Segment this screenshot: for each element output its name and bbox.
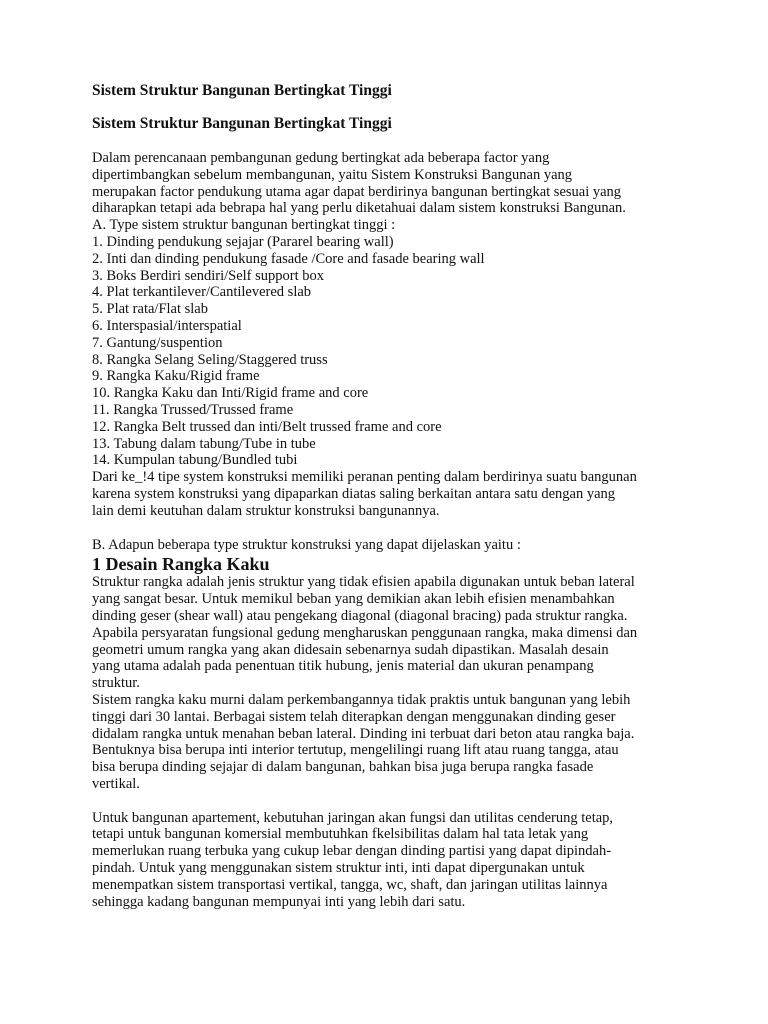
list-item: 5. Plat rata/Flat slab (92, 301, 208, 318)
paragraph-line: tetapi untuk bangunan komersial membutuhkan fkelsibilitas dalam hal tata letak yang (92, 826, 589, 843)
list-item: 6. Interspasial/interspatial (92, 317, 242, 334)
paragraph-line: Untuk bangunan apartement, kebutuhan jaringan akan fungsi dan utilitas cenderung tetap, (92, 809, 614, 826)
paragraph-line: struktur. (92, 675, 140, 692)
paragraph-line: Struktur rangka adalah jenis struktur yang tidak efisien apabila digunakan untuk beban lateral (92, 574, 635, 591)
list-item: 11. Rangka Trussed/Trussed frame (92, 401, 294, 418)
list-item: 12. Rangka Belt trussed dan inti/Belt trussed frame and core (92, 418, 442, 435)
list-item: 3. Boks Berdiri sendiri/Self support box (92, 267, 324, 284)
paragraph-line: geometri umum rangka yang akan didesain sebenarnya sudah dipastikan. Masalah desain (92, 641, 609, 658)
document-title: Sistem Struktur Bangunan Bertingkat Tinggi (92, 82, 392, 99)
paragraph-line: pindah. Untuk yang menggunakan sistem struktur inti, inti dapat dipergunakan untuk (92, 860, 585, 877)
paragraph-line: sehingga kadang bangunan mempunyai inti yang lebih dari satu. (92, 893, 466, 910)
intro-line: Dalam perencanaan pembangunan gedung bertingkat ada beberapa factor yang (92, 150, 550, 166)
apartemen-paragraph (92, 810, 692, 911)
intro-paragraph (92, 150, 692, 234)
list-item: 7. Gantung/suspention (92, 334, 223, 351)
document-page (92, 82, 692, 910)
paragraph-line: Apabila persyaratan fungsional gedung mengharuskan penggunaan rangka, maka dimensi dan (92, 624, 638, 641)
list-item: 14. Kumpulan tabung/Bundled tubi (92, 452, 298, 469)
summary-paragraph (92, 469, 692, 519)
document-subtitle: Sistem Struktur Bangunan Bertingkat Tinggi (92, 115, 392, 132)
paragraph-line: bisa berupa dinding sejajar di dalam bangunan, bahkan bisa juga berupa rangka fasade (92, 759, 594, 776)
summary-line: karena system konstruksi yang dipaparkan diatas saling berkaitan antara satu dengan yang (92, 485, 616, 502)
list-item: 13. Tabung dalam tabung/Tube in tube (92, 435, 316, 452)
list-item: 10. Rangka Kaku dan Inti/Rigid frame and core (92, 385, 369, 402)
rangka-kaku-heading: 1 Desain Rangka Kaku (92, 554, 270, 575)
rangka-paragraph (92, 574, 692, 792)
paragraph-line: didalam rangka untuk menahan beban lateral. Dinding ini terbuat dari beton atau rangka baja. (92, 725, 635, 742)
intro-line: dipertimbangkan sebelum membangunan, yaitu Sistem Konstruksi Bangunan yang (92, 166, 573, 183)
list-item: 2. Inti dan dinding pendukung fasade /Core and fasade bearing wall (92, 250, 485, 267)
paragraph-line: dinding geser (shear wall) atau pengekang diagonal (diagonal bracing) pada struktur rangka. (92, 607, 628, 624)
paragraph-line: yang sangat besar. Untuk memikul beban yang demikian akan lebih efisien menambahkan (92, 591, 615, 608)
paragraph-line: Sistem rangka kaku murni dalam perkembangannya tidak praktis untuk bangunan yang lebih (92, 691, 631, 708)
list-item: 4. Plat terkantilever/Cantilevered slab (92, 284, 312, 301)
paragraph-line: tinggi dari 30 lantai. Berbagai sistem telah diterapkan dengan menggunakan dinding geser (92, 708, 616, 725)
list-item: 8. Rangka Selang Seling/Staggered truss (92, 351, 328, 368)
type-list (92, 234, 692, 469)
paragraph-line: yang utama adalah pada penentuan titik hubung, jenis material dan ukuran penampang (92, 658, 594, 675)
paragraph-line: menempatkan sistem transportasi vertikal, tangga, wc, shaft, dan jaringan utilitas lainnya (92, 876, 608, 893)
intro-line: diharapkan tetapi ada bebrapa hal yang perlu diketahuai dalam sistem konstruksi Bangunan. (92, 200, 626, 217)
paragraph-line: vertikal. (92, 775, 140, 792)
summary-line: Dari ke_!4 tipe system konstruksi memiliki peranan penting dalam berdirinya suatu bangunan (92, 469, 637, 486)
list-item: 1. Dinding pendukung sejajar (Pararel bearing wall) (92, 233, 394, 250)
summary-line: lain demi keutuhan dalam struktur konstruksi bangunannya. (92, 502, 440, 519)
list-item: 9. Rangka Kaku/Rigid frame (92, 368, 260, 385)
paragraph-line: Bentuknya bisa berupa inti interior tertutup, mengelilingi ruang lift atau ruang tangga, atau (92, 742, 619, 759)
paragraph-line: memerlukan ruang terbuka yang cukup lebar dengan dinding partisi yang dapat dipindah- (92, 843, 612, 860)
section-b-heading: B. Adapun beberapa type struktur konstruksi yang dapat dijelaskan yaitu : (92, 536, 521, 553)
section-a-heading: A. Type sistem struktur bangunan bertingkat tinggi : (92, 217, 396, 234)
intro-line: merupakan factor pendukung utama agar dapat berdirinya bangunan bertingkat sesuai yang (92, 183, 622, 200)
